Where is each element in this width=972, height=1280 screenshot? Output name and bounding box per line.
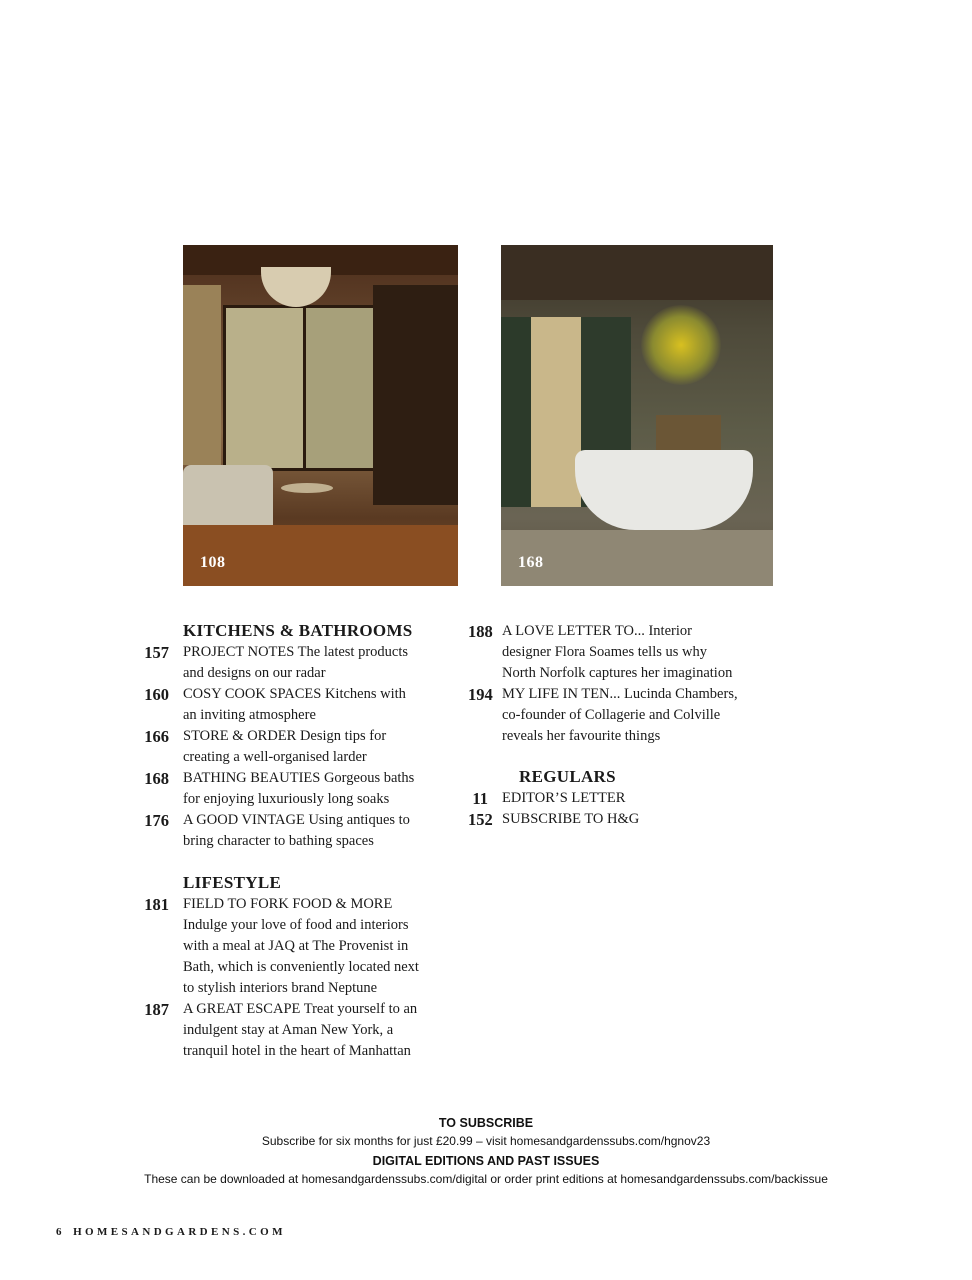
entry-text	[502, 788, 788, 809]
entry-page-number: 160	[144, 685, 169, 704]
contents-right-column	[468, 621, 788, 830]
entry-line: for enjoying luxuriously long soaks	[183, 791, 390, 807]
entry-line: A LOVE LETTER TO... Interior	[502, 623, 692, 639]
photo-page-number: 168	[518, 554, 544, 571]
entry-page-number: 188	[468, 622, 493, 641]
entry-text	[502, 621, 788, 684]
entry-line: COSY COOK SPACES Kitchens with	[183, 686, 406, 702]
entry-line: tranquil hotel in the heart of Manhattan	[183, 1043, 411, 1059]
entry-line: A GOOD VINTAGE Using antiques to	[183, 812, 410, 828]
entry-text	[183, 999, 442, 1062]
entry-text	[502, 809, 788, 830]
entry-page-number: 157	[144, 643, 169, 662]
entry-line: designer Flora Soames tells us why	[502, 644, 707, 660]
contents-left-column	[132, 620, 442, 1062]
entry-line: FIELD TO FORK FOOD & MORE	[183, 896, 393, 912]
entry-line: MY LIFE IN TEN... Lucinda Chambers,	[502, 686, 738, 702]
section-heading: KITCHENS & BATHROOMS	[183, 621, 413, 640]
digital-editions-heading: DIGITAL EDITIONS AND PAST ISSUES	[372, 1154, 600, 1168]
entry-line: PROJECT NOTES The latest products	[183, 644, 409, 660]
entry-line: Indulge your love of food and interiors	[183, 917, 409, 933]
folio-site: HOMESANDGARDENS.COM	[73, 1226, 286, 1238]
entry-line: co-founder of Collagerie and Colville	[502, 707, 721, 723]
entry-page-number: 187	[144, 1000, 169, 1019]
entry-text	[183, 768, 442, 810]
subscribe-text: Subscribe for six months for just £20.99 – visit homesandgardenssubs.com/hgnov23	[261, 1134, 711, 1148]
entry-line: STORE & ORDER Design tips for	[183, 728, 387, 744]
entry-line: an inviting atmosphere	[183, 707, 316, 723]
entry-line: bring character to bathing spaces	[183, 833, 374, 849]
sunroom-photo	[183, 245, 458, 586]
section-heading: LIFESTYLE	[183, 873, 282, 892]
bathroom-photo	[501, 245, 773, 586]
entry-page-number: 11	[472, 789, 488, 808]
section-heading: REGULARS	[519, 767, 616, 786]
entry-text	[183, 894, 442, 999]
entry-page-number: 166	[144, 727, 169, 746]
contents-entry	[468, 621, 788, 684]
entry-page-number: 168	[144, 769, 169, 788]
subscribe-info	[0, 1114, 972, 1190]
entry-line: BATHING BEAUTIES Gorgeous baths	[183, 770, 415, 786]
entry-line: SUBSCRIBE TO H&G	[502, 811, 640, 827]
entry-line: Bath, which is conveniently located next	[183, 959, 419, 975]
contents-entry	[132, 768, 442, 810]
entry-line: with a meal at JAQ at The Provenist in	[183, 938, 409, 954]
entry-text	[502, 684, 788, 747]
contents-entry	[132, 642, 442, 684]
contents-entry	[468, 788, 788, 809]
contents-entry	[132, 894, 442, 999]
contents-entry	[132, 726, 442, 768]
entry-line: to stylish interiors brand Neptune	[183, 980, 378, 996]
entry-line: reveals her favourite things	[502, 728, 661, 744]
contents-entry	[132, 684, 442, 726]
entry-line: A GREAT ESCAPE Treat yourself to an	[183, 1001, 418, 1017]
contents-entry	[132, 999, 442, 1062]
entry-page-number: 194	[468, 685, 493, 704]
photo-page-number: 108	[200, 554, 226, 571]
entry-page-number: 152	[468, 810, 493, 829]
entry-line: and designs on our radar	[183, 665, 326, 681]
entry-line: indulgent stay at Aman New York, a	[183, 1022, 394, 1038]
subscribe-heading: TO SUBSCRIBE	[438, 1116, 534, 1130]
contents-entry	[468, 809, 788, 830]
entry-line: EDITOR’S LETTER	[502, 790, 626, 806]
page-folio	[56, 1226, 286, 1238]
entry-line: North Norfolk captures her imagination	[502, 665, 733, 681]
entry-line: creating a well-organised larder	[183, 749, 367, 765]
digital-editions-text: These can be downloaded at homesandgardenssubs.com/digital or order print editions at homesandgardenssubs.com/backissue	[144, 1172, 828, 1186]
entry-page-number: 176	[144, 811, 169, 830]
contents-entry	[468, 684, 788, 747]
entry-page-number: 181	[144, 895, 169, 914]
contents-entry	[132, 810, 442, 852]
entry-text	[183, 684, 442, 726]
entry-text	[183, 810, 442, 852]
folio-page-number: 6	[56, 1226, 65, 1238]
entry-text	[183, 642, 442, 684]
entry-text	[183, 726, 442, 768]
